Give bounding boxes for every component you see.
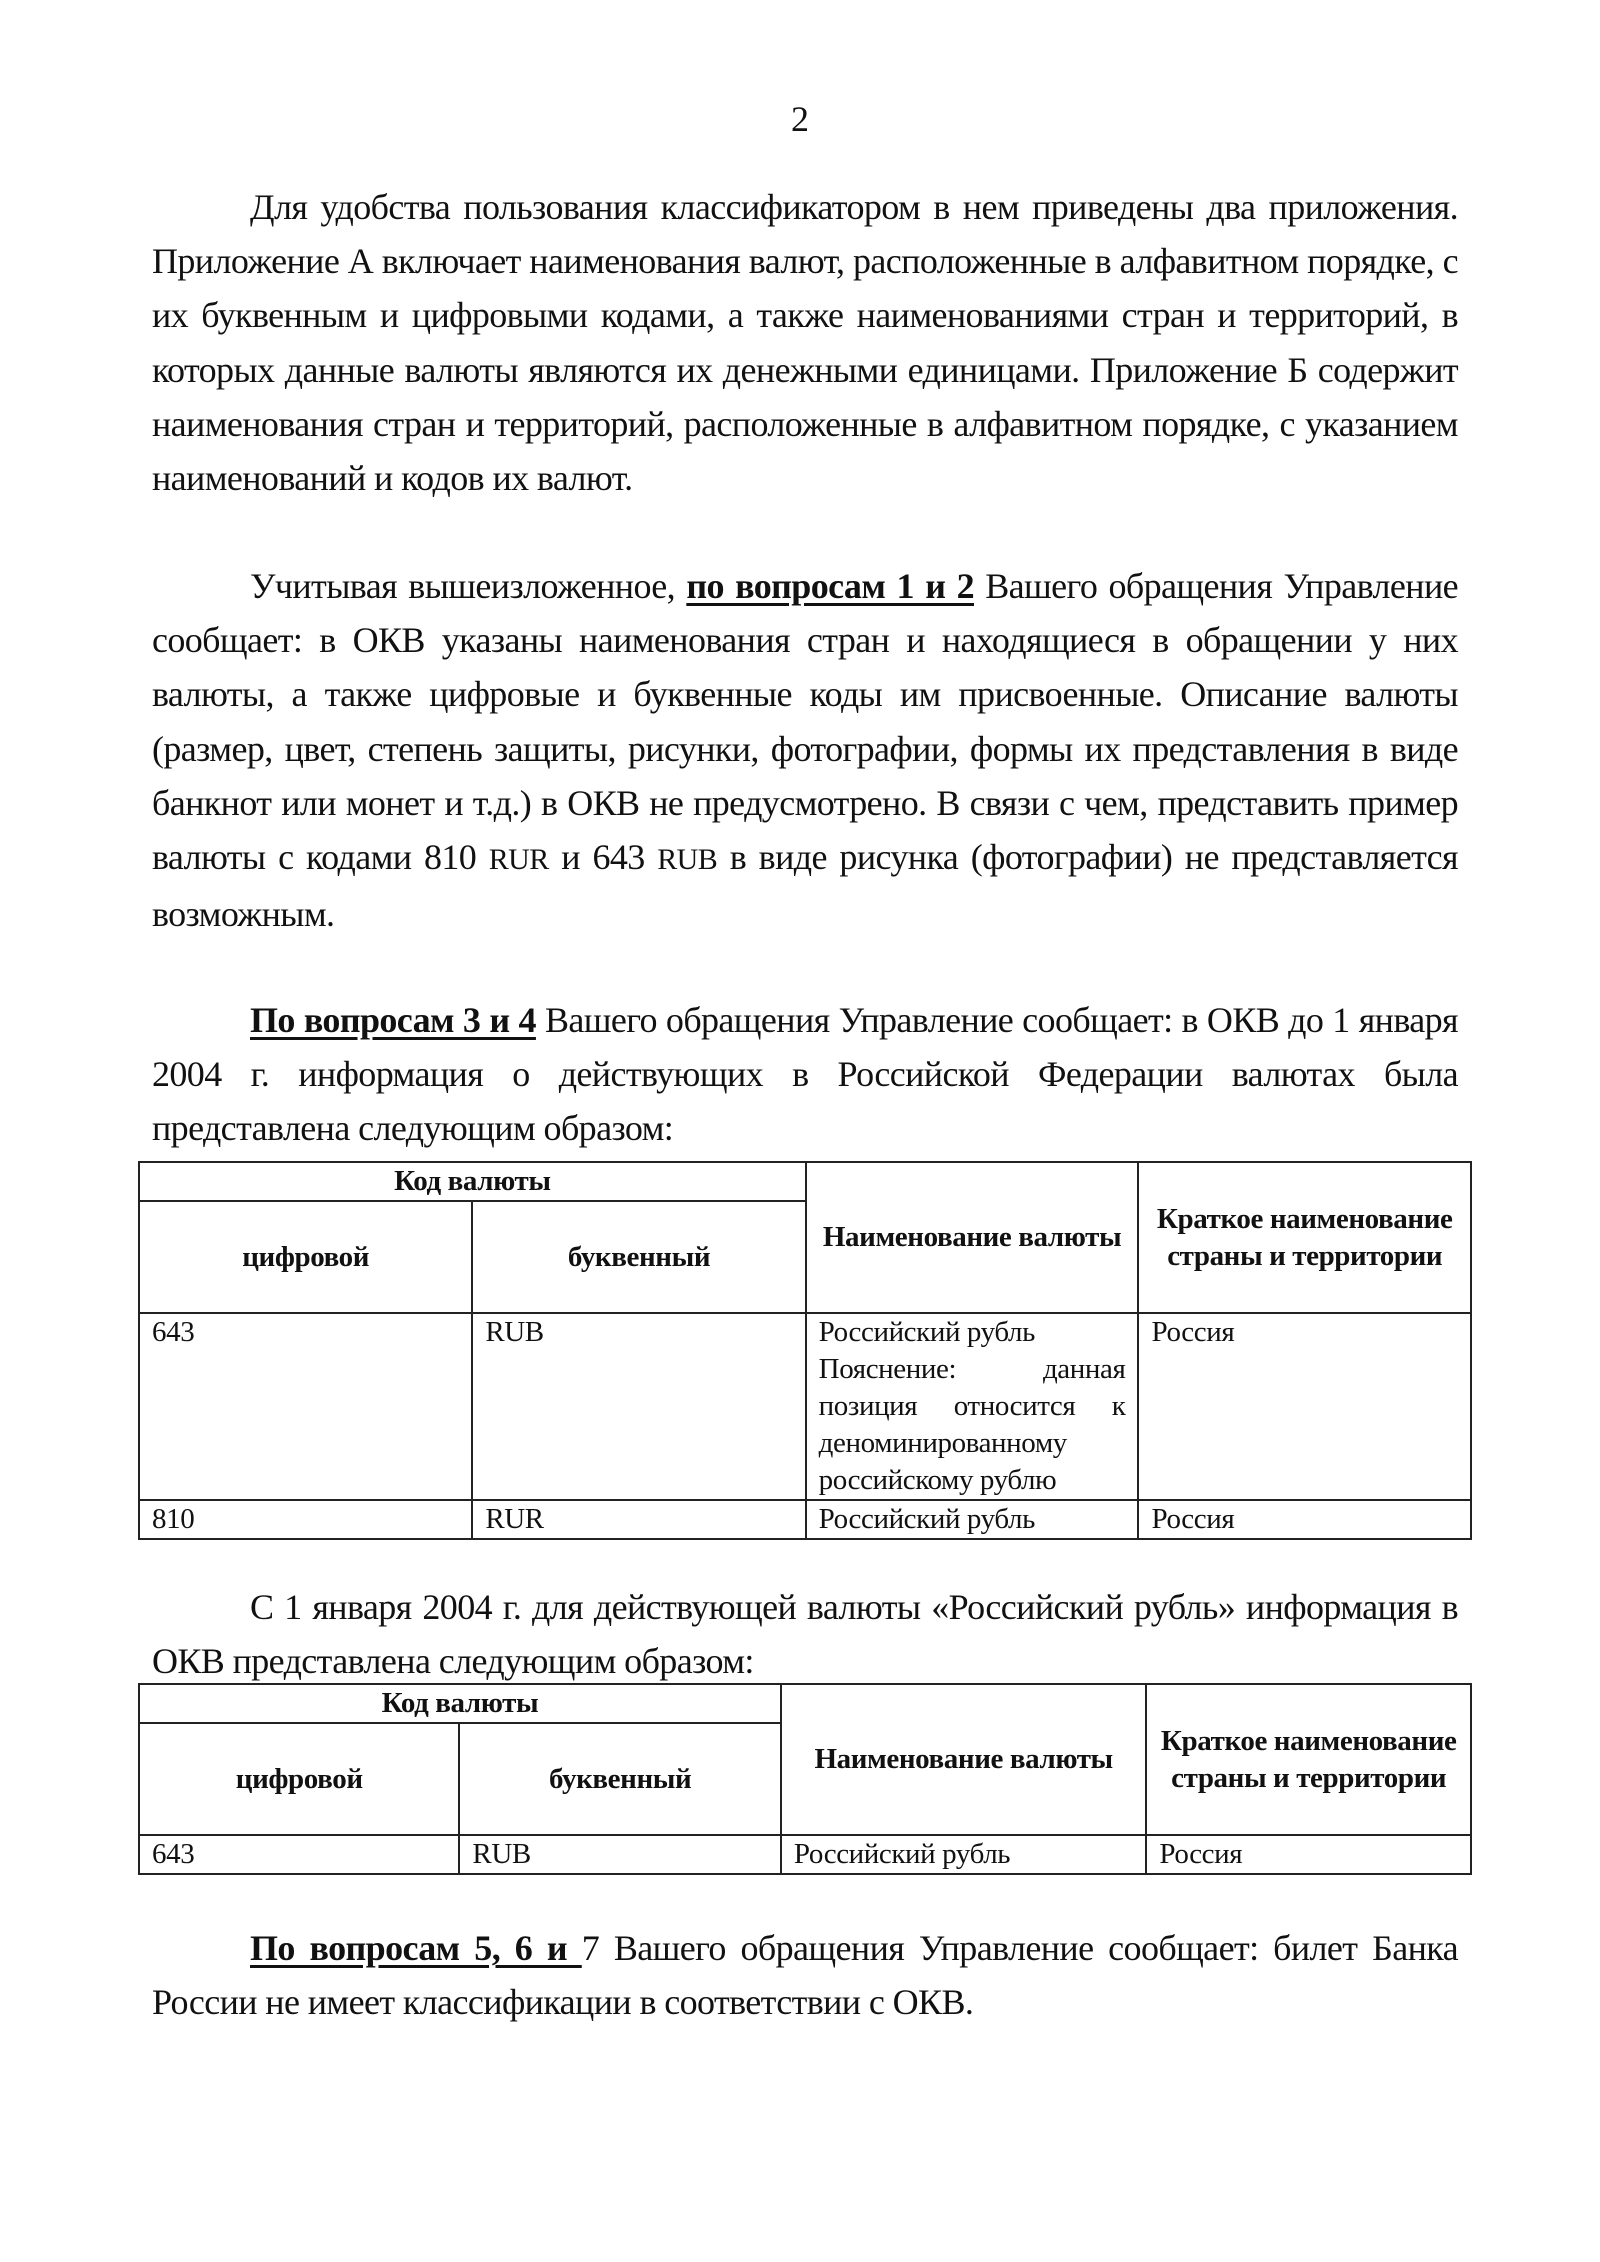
- emphasis-questions-5-6-7: По вопросам 5, 6 и: [250, 1928, 582, 1968]
- text: Вашего обращения Управление сообщает: в ОКВ указаны наименования стран и находящиеся в обращении у них валюты, а также цифровые и буквенные коды им присвоенные. Описание валюты (размер, цвет, степень защиты, рисунки, фотографии, формы их представления в виде банкнот или монет и т.д.) в ОКВ не предусмотрено. В связи с чем, представить пример валюты с кодами 810: [152, 566, 1458, 878]
- text: Учитывая вышеизложенное,: [250, 566, 687, 606]
- paragraph-questions-3-4: [152, 993, 1458, 1156]
- header-currency-name: Наименование валюты: [781, 1684, 1146, 1835]
- cell-currency-name: [806, 1313, 1139, 1500]
- paragraph-questions-1-2: [152, 559, 1458, 941]
- header-code-group: Код валюты: [139, 1162, 806, 1201]
- currency-note: Пояснение: данная позиция относится к деноминированному российскому рублю: [818, 1353, 1126, 1496]
- header-currency-name: Наименование валюты: [806, 1162, 1139, 1313]
- currency-code-rub: RUB: [657, 843, 718, 877]
- cell-country: Россия: [1146, 1835, 1471, 1874]
- paragraph-since-2004: С 1 января 2004 г. для действующей валюты «Российский рубль» информация в ОКВ представлена следующим образом:: [152, 1587, 1458, 1682]
- page-number: 2: [791, 99, 809, 139]
- cell-country: Россия: [1138, 1500, 1471, 1539]
- text: Вашего обращения Управление сообщает: в ОКВ до 1 января 2004 г. информация о действующих в Российской Федерации валютах была представлена следующим образом:: [152, 1000, 1458, 1149]
- cell-alpha: RUB: [472, 1313, 805, 1500]
- header-numeric: цифровой: [139, 1201, 472, 1313]
- table-row: [139, 1500, 1471, 1539]
- cell-numeric: 810: [139, 1500, 472, 1539]
- emphasis-questions-3-4: По вопросам 3 и 4: [250, 1000, 536, 1040]
- cell-alpha: RUR: [472, 1500, 805, 1539]
- header-code-group: Код валюты: [139, 1684, 781, 1723]
- header-country: Краткое наименование страны и территории: [1146, 1684, 1471, 1835]
- cell-numeric: 643: [139, 1313, 472, 1500]
- header-alpha: буквенный: [472, 1201, 805, 1313]
- cell-numeric: 643: [139, 1835, 459, 1874]
- table-header-row: [139, 1162, 1471, 1201]
- currency-table-since-2004: [138, 1683, 1472, 1875]
- currency-name: Российский рубль: [818, 1316, 1035, 1348]
- cell-alpha: RUB: [459, 1835, 780, 1874]
- paragraph-appendices: Для удобства пользования классификатором в нем приведены два приложения. Приложение А включает наименования валют, расположенные в алфавитном порядке, с их буквенным и цифровыми кодами, а также наименованиями стран и территорий, в которых данные валюты являются их денежными единицами. Приложение Б содержит наименования стран и территорий, расположенные в алфавитном порядке, с указанием наименований и кодов их валют.: [152, 187, 1458, 499]
- currency-code-rur: RUR: [488, 843, 549, 877]
- text: и 643: [548, 837, 658, 878]
- cell-country: Россия: [1138, 1313, 1471, 1500]
- table-row: [139, 1313, 1471, 1500]
- currency-table-before-2004: [138, 1161, 1472, 1540]
- cell-currency-name: Российский рубль: [806, 1500, 1139, 1539]
- table-header-row: [139, 1684, 1471, 1723]
- cell-currency-name: Российский рубль: [781, 1835, 1146, 1874]
- header-country: Краткое наименование страны и территории: [1138, 1162, 1471, 1313]
- paragraph-questions-5-6-7: [152, 1921, 1458, 2029]
- emphasis-questions-1-2: по вопросам 1 и 2: [686, 566, 974, 606]
- text: 7 Вашего обращения Управление сообщает: билет Банка России не имеет классификации в соответствии с ОКВ.: [152, 1928, 1458, 2023]
- header-numeric: цифровой: [139, 1723, 459, 1835]
- table-row: [139, 1835, 1471, 1874]
- text: в виде рисунка (фотографии) не представляется возможным.: [152, 837, 1458, 935]
- header-alpha: буквенный: [459, 1723, 780, 1835]
